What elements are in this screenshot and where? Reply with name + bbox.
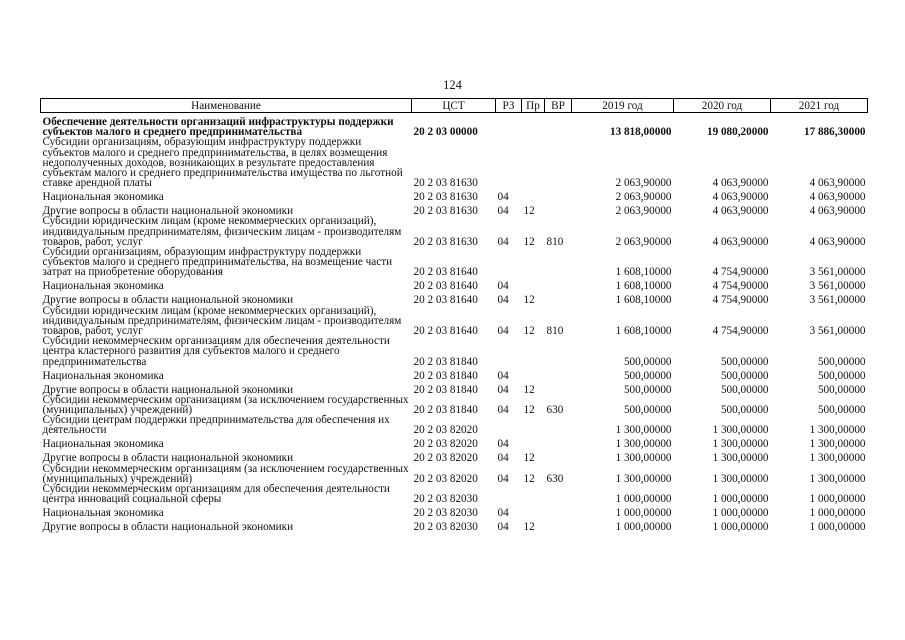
row-rz xyxy=(496,247,522,278)
row-vr xyxy=(545,518,572,532)
row-2019: 13 818,00000 xyxy=(609,126,672,139)
row-pr: 12 xyxy=(523,452,535,465)
row-2021: 1 300,00000 xyxy=(809,438,866,451)
row-name: Субсидии юридическим лицам (кроме некоммерческих организаций), индивидуальным предпринимателям, физическим лицам - производителям товаров, работ, услуг xyxy=(42,215,402,248)
table-row xyxy=(41,395,868,415)
row-pr: 12 xyxy=(523,472,535,485)
row-name: Субсидии некоммерческим организациям для обеспечения деятельности центра кластерного развития для субъектов малого и среднего предпринимательства xyxy=(42,335,390,368)
row-cst: 20 2 03 82020 xyxy=(413,452,478,465)
row-name: Субсидии некоммерческим организациям (за исключением государственных (муниципальных) учреждений) xyxy=(42,393,409,417)
table-row xyxy=(41,464,868,484)
row-pr xyxy=(522,278,545,292)
table-row xyxy=(41,336,868,367)
row-cst: 20 2 03 00000 xyxy=(413,126,478,139)
row-2019: 1 608,10000 xyxy=(615,280,672,293)
table-row xyxy=(41,188,868,202)
row-2020: 4 754,90000 xyxy=(712,266,769,279)
row-name: Субсидии организациям, образующим инфраструктуру поддержки субъектов малого и среднего предпринимательства, на возмещение части затрат на приобретение оборудования xyxy=(42,246,393,279)
row-pr xyxy=(522,247,545,278)
row-cst: 20 2 03 82020 xyxy=(413,424,478,437)
row-2021: 3 561,00000 xyxy=(809,325,866,338)
row-name: Обеспечение деятельности организаций инфраструктуры поддержки субъектов малого и среднего предпринимательства xyxy=(42,116,394,139)
row-name: Субсидии некоммерческим организациям (за исключением государственных (муниципальных) учреждений) xyxy=(42,462,409,485)
row-pr xyxy=(522,336,545,367)
row-vr xyxy=(545,292,572,306)
row-2019: 1 608,10000 xyxy=(615,294,672,307)
table-row xyxy=(41,202,868,216)
row-2020: 1 300,00000 xyxy=(712,472,769,485)
row-2021: 500,00000 xyxy=(817,404,866,417)
table-row xyxy=(41,450,868,464)
row-2019: 500,00000 xyxy=(623,404,672,417)
row-name: Другие вопросы в области национальной экономики xyxy=(42,205,294,218)
row-cst: 20 2 03 81640 xyxy=(413,266,478,279)
row-name: Другие вопросы в области национальной экономики xyxy=(42,521,294,534)
row-cst: 20 2 03 81630 xyxy=(413,205,478,218)
row-rz xyxy=(496,336,522,367)
row-pr xyxy=(522,113,545,138)
row-cst: 20 2 03 81840 xyxy=(413,369,478,382)
table-body xyxy=(41,113,868,533)
row-2021: 1 000,00000 xyxy=(809,507,866,520)
header-cst: ЦСТ xyxy=(412,99,496,113)
row-pr: 12 xyxy=(523,325,535,338)
row-vr: 810 xyxy=(546,235,564,248)
row-2019: 2 063,90000 xyxy=(615,205,672,218)
row-vr: 630 xyxy=(546,404,564,417)
table-header xyxy=(41,99,868,113)
table-row xyxy=(41,113,868,138)
row-2021: 1 300,00000 xyxy=(809,424,866,437)
row-rz: 04 xyxy=(497,507,509,520)
row-2021: 1 000,00000 xyxy=(809,521,866,534)
row-2019: 1 608,10000 xyxy=(615,325,672,338)
row-2021: 3 561,00000 xyxy=(809,280,866,293)
row-name: Другие вопросы в области национальной экономики xyxy=(42,452,294,465)
row-cst: 20 2 03 81630 xyxy=(413,191,478,204)
row-2021: 4 063,90000 xyxy=(809,235,866,248)
row-2019: 1 000,00000 xyxy=(615,507,672,520)
header-2019: 2019 год xyxy=(572,99,674,113)
row-2020: 1 300,00000 xyxy=(712,424,769,437)
row-name: Национальная экономика xyxy=(42,438,164,451)
row-rz: 04 xyxy=(497,404,509,417)
row-2020: 500,00000 xyxy=(720,355,769,368)
table-row xyxy=(41,436,868,450)
row-rz: 04 xyxy=(497,369,509,382)
row-2020: 4 063,90000 xyxy=(712,205,769,218)
row-rz: 04 xyxy=(497,235,509,248)
header-pr: Пр xyxy=(522,99,545,113)
row-rz: 04 xyxy=(497,325,509,338)
row-rz: 04 xyxy=(497,472,509,485)
row-vr xyxy=(545,436,572,450)
header-2021: 2021 год xyxy=(771,99,868,113)
row-2021: 500,00000 xyxy=(817,355,866,368)
row-2019: 500,00000 xyxy=(623,383,672,396)
row-2020: 1 000,00000 xyxy=(712,493,769,506)
row-2020: 1 000,00000 xyxy=(712,507,769,520)
row-vr xyxy=(545,367,572,381)
row-pr: 12 xyxy=(523,235,535,248)
row-pr: 12 xyxy=(523,205,535,218)
row-2020: 1 000,00000 xyxy=(712,521,769,534)
row-2019: 2 063,90000 xyxy=(615,235,672,248)
row-2021: 4 063,90000 xyxy=(809,205,866,218)
row-2021: 4 063,90000 xyxy=(809,177,866,190)
row-2020: 500,00000 xyxy=(720,383,769,396)
row-2019: 1 000,00000 xyxy=(615,493,672,506)
row-cst: 20 2 03 81840 xyxy=(413,404,478,417)
row-pr xyxy=(522,436,545,450)
row-2020: 1 300,00000 xyxy=(712,438,769,451)
row-vr xyxy=(545,188,572,202)
row-2020: 4 063,90000 xyxy=(712,177,769,190)
header-row xyxy=(41,99,868,113)
row-2021: 4 063,90000 xyxy=(809,191,866,204)
row-2021: 1 000,00000 xyxy=(809,493,866,506)
row-vr xyxy=(545,381,572,395)
row-vr xyxy=(545,278,572,292)
row-cst: 20 2 03 82030 xyxy=(413,493,478,506)
row-2019: 1 300,00000 xyxy=(615,452,672,465)
row-cst: 20 2 03 81640 xyxy=(413,280,478,293)
row-pr: 12 xyxy=(523,404,535,417)
row-rz: 04 xyxy=(497,438,509,451)
row-2021: 1 300,00000 xyxy=(809,472,866,485)
row-2021: 500,00000 xyxy=(817,383,866,396)
row-rz: 04 xyxy=(497,280,509,293)
row-pr xyxy=(522,188,545,202)
row-rz xyxy=(496,415,522,435)
header-2020: 2020 год xyxy=(674,99,771,113)
row-2020: 500,00000 xyxy=(720,404,769,417)
row-2020: 4 754,90000 xyxy=(712,325,769,338)
table-row xyxy=(41,137,868,188)
row-name: Национальная экономика xyxy=(42,369,164,382)
row-pr xyxy=(522,367,545,381)
row-rz: 04 xyxy=(497,294,509,307)
row-2019: 1 300,00000 xyxy=(615,472,672,485)
row-pr: 12 xyxy=(523,521,535,534)
budget-table xyxy=(40,98,868,532)
row-rz xyxy=(496,484,522,504)
row-name: Национальная экономика xyxy=(42,191,164,204)
row-vr xyxy=(545,113,572,138)
row-vr xyxy=(545,484,572,504)
row-pr xyxy=(522,415,545,435)
row-2020: 1 300,00000 xyxy=(712,452,769,465)
row-2019: 1 000,00000 xyxy=(615,521,672,534)
row-2021: 1 300,00000 xyxy=(809,452,866,465)
row-rz: 04 xyxy=(497,205,509,218)
row-name: Субсидии юридическим лицам (кроме некоммерческих организаций), индивидуальным предпринимателям, физическим лицам - производителям товаров, работ, услуг xyxy=(42,304,402,338)
row-2021: 3 561,00000 xyxy=(809,294,866,307)
table-row xyxy=(41,381,868,395)
row-2021: 500,00000 xyxy=(817,369,866,382)
row-rz: 04 xyxy=(497,452,509,465)
row-pr xyxy=(522,484,545,504)
table-row xyxy=(41,247,868,278)
row-2019: 1 300,00000 xyxy=(615,424,672,437)
page-number: 124 xyxy=(443,78,462,92)
row-pr: 12 xyxy=(523,383,535,396)
table-row xyxy=(41,216,868,247)
table-row xyxy=(41,278,868,292)
header-rz: РЗ xyxy=(496,99,522,113)
row-vr xyxy=(545,450,572,464)
row-name: Субсидии некоммерческим организациям для обеспечения деятельности центра инноваций социальной сферы xyxy=(42,483,390,506)
row-vr: 630 xyxy=(546,472,564,485)
row-2020: 500,00000 xyxy=(720,369,769,382)
table-row xyxy=(41,484,868,504)
row-name: Национальная экономика xyxy=(42,507,164,520)
row-2019: 2 063,90000 xyxy=(615,191,672,204)
row-vr xyxy=(545,247,572,278)
row-2019: 2 063,90000 xyxy=(615,177,672,190)
table-row xyxy=(41,415,868,435)
row-vr xyxy=(545,415,572,435)
row-vr: 810 xyxy=(546,325,564,338)
row-rz xyxy=(496,113,522,138)
table-row xyxy=(41,504,868,518)
row-name: Другие вопросы в области национальной экономики xyxy=(42,294,294,307)
row-pr: 12 xyxy=(523,294,535,307)
row-vr xyxy=(545,137,572,188)
row-2020: 4 063,90000 xyxy=(712,191,769,204)
row-pr xyxy=(522,137,545,188)
row-cst: 20 2 03 82020 xyxy=(413,438,478,451)
row-cst: 20 2 03 82030 xyxy=(413,507,478,520)
row-2021: 3 561,00000 xyxy=(809,266,866,279)
row-cst: 20 2 03 82020 xyxy=(413,472,478,485)
row-2019: 1 608,10000 xyxy=(615,266,672,279)
header-name: Наименование xyxy=(41,99,412,113)
row-rz xyxy=(496,137,522,188)
row-cst: 20 2 03 81640 xyxy=(413,325,478,338)
row-rz: 04 xyxy=(497,521,509,534)
row-cst: 20 2 03 81840 xyxy=(413,383,478,396)
row-2019: 500,00000 xyxy=(623,355,672,368)
row-2021: 17 886,30000 xyxy=(803,126,866,139)
row-2020: 4 754,90000 xyxy=(712,294,769,307)
row-vr xyxy=(545,202,572,216)
row-cst: 20 2 03 81630 xyxy=(413,177,478,190)
row-cst: 20 2 03 81630 xyxy=(413,235,478,248)
row-cst: 20 2 03 82030 xyxy=(413,521,478,534)
row-rz: 04 xyxy=(497,191,509,204)
row-2020: 19 080,20000 xyxy=(706,126,769,139)
row-name: Другие вопросы в области национальной экономики xyxy=(42,383,294,396)
row-2019: 500,00000 xyxy=(623,369,672,382)
table-row xyxy=(41,292,868,306)
row-2019: 1 300,00000 xyxy=(615,438,672,451)
row-rz: 04 xyxy=(497,383,509,396)
row-name: Субсидии центрам поддержки предпринимательства для обеспечения их деятельности xyxy=(42,414,390,437)
row-cst: 20 2 03 81640 xyxy=(413,294,478,307)
row-2020: 4 754,90000 xyxy=(712,280,769,293)
row-name: Национальная экономика xyxy=(42,280,164,293)
header-vr: ВР xyxy=(545,99,572,113)
row-name: Субсидии организациям, образующим инфраструктуру поддержки субъектов малого и среднего предпринимательства, в целях возмещения недополученных доходов, возникающих в результате предоставления субъектам малого и среднего предпринимательства имущества по льготной ставке арендной платы xyxy=(42,136,403,190)
row-vr xyxy=(545,504,572,518)
row-pr xyxy=(522,504,545,518)
row-2020: 4 063,90000 xyxy=(712,235,769,248)
table-row xyxy=(41,306,868,337)
table-row xyxy=(41,518,868,532)
row-vr xyxy=(545,336,572,367)
table-row xyxy=(41,367,868,381)
row-cst: 20 2 03 81840 xyxy=(413,355,478,368)
